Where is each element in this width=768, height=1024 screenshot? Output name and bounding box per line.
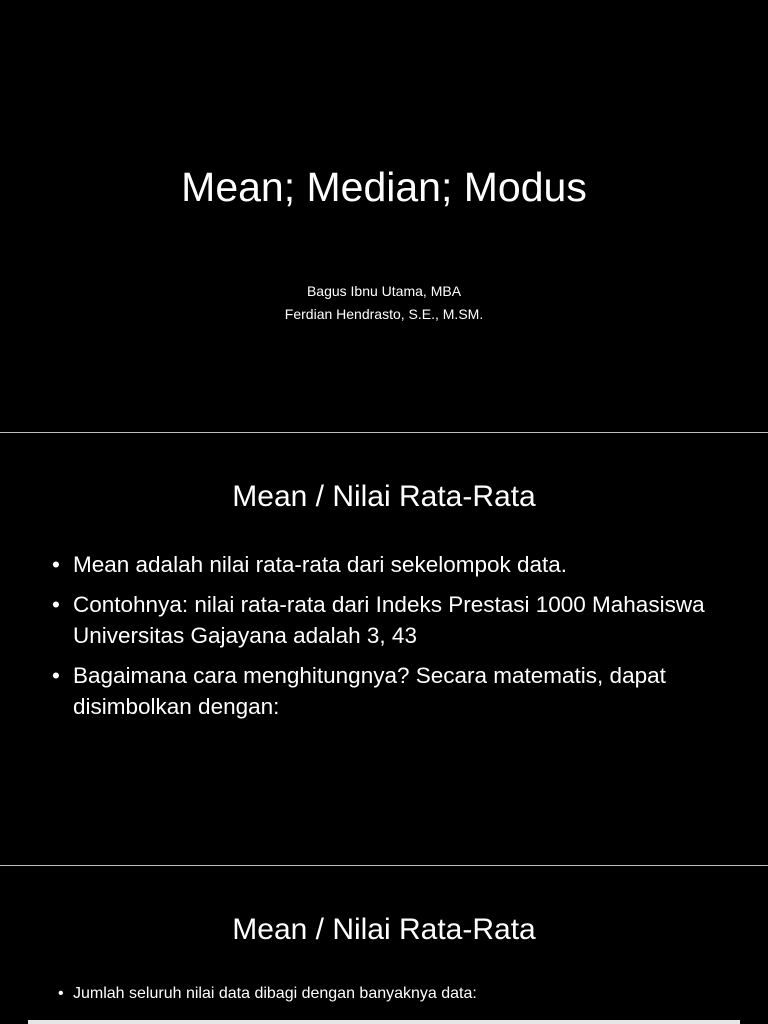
author-name: Ferdian Hendrasto, S.E., M.SM. xyxy=(284,306,484,322)
presentation-title: Mean; Median; Modus xyxy=(181,164,587,210)
bullet-list xyxy=(52,549,742,731)
bullet-text: Jumlah seluruh nilai data dibagi dengan banyaknya data: xyxy=(73,985,477,1002)
bullet-marker: • xyxy=(58,985,64,1002)
slide-title: Mean / Nilai Rata-Rata xyxy=(232,480,536,513)
bullet-text: Bagaimana cara menghitungnya? Secara matematis, dapat disimbolkan dengan: xyxy=(73,663,666,719)
bullet-marker: • xyxy=(52,552,60,577)
bullet-list xyxy=(58,982,748,1006)
author-list xyxy=(0,280,768,326)
bullet-marker: • xyxy=(52,663,60,688)
bullet-text: Contohnya: nilai rata-rata dari Indeks Prestasi 1000 Mahasiswa Universitas Gajayana adalah 3, 43 xyxy=(73,592,705,648)
slide-title: Mean / Nilai Rata-Rata xyxy=(232,913,536,946)
formula-image-edge xyxy=(28,1020,740,1024)
bullet-item xyxy=(58,982,748,1006)
bullet-item xyxy=(52,549,742,580)
mean-definition-slide xyxy=(0,433,768,865)
author-name: Bagus Ibnu Utama, MBA xyxy=(306,283,462,299)
bullet-text: Mean adalah nilai rata-rata dari sekelompok data. xyxy=(73,552,568,577)
bullet-item xyxy=(52,589,742,651)
bullet-item xyxy=(52,660,742,722)
mean-formula-slide xyxy=(0,866,768,1024)
bullet-marker: • xyxy=(52,592,60,617)
title-slide xyxy=(0,0,768,432)
